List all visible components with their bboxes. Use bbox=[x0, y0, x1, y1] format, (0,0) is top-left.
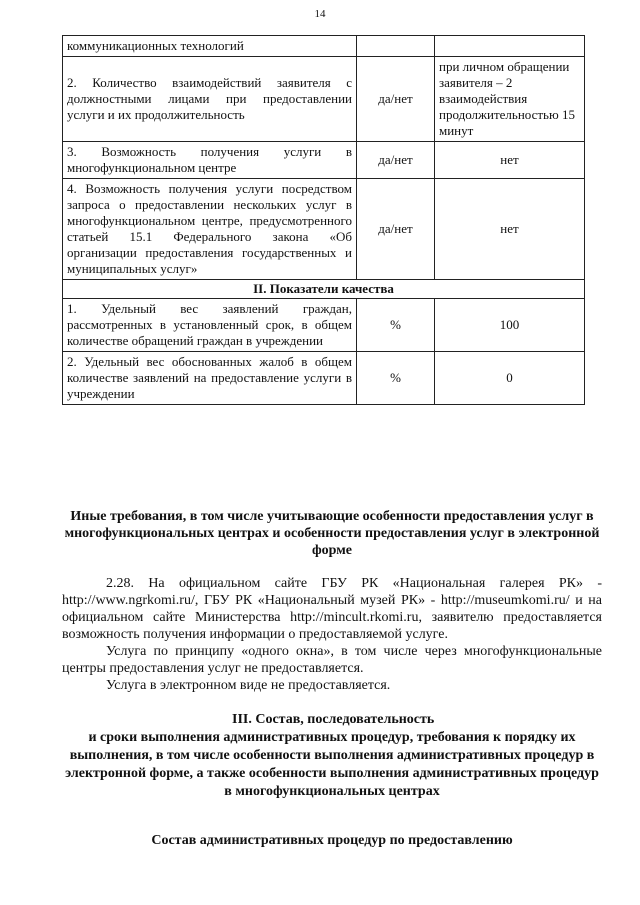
paragraph-electronic: Услуга в электронном виде не предоставляется. bbox=[106, 678, 391, 693]
table-row bbox=[63, 142, 585, 179]
unit-cell bbox=[357, 36, 435, 57]
section-3-title: III. Состав, последовательность bbox=[232, 712, 435, 727]
indicator-cell: 3. Возможность получения услуги в многофункциональном центре bbox=[63, 142, 357, 179]
other-requirements-heading: Иные требования, в том числе учитывающие особенности предоставления услуг в многофункциональных центрах и особенности предоставления услуг в электронной форме bbox=[64, 509, 600, 558]
indicator-cell: 1. Удельный вес заявлений граждан, рассмотренных в установленный срок, в общем количестве обращений граждан в учреждении bbox=[63, 299, 357, 352]
value-cell: при личном обращении заявителя – 2 взаимодействия продолжительностью 15 минут bbox=[435, 57, 585, 142]
procedures-subheading: Состав административных процедур по предоставлению bbox=[151, 833, 513, 848]
indicator-cell: 4. Возможность получения услуги посредством запроса о предоставлении нескольких услуг в многофункциональном центре, предусмотренного статьей 15.1 Федерального закона «Об организации предоставления государственных и муниципальных услуг» bbox=[63, 179, 357, 280]
table-row bbox=[63, 36, 585, 57]
section-3-heading bbox=[62, 711, 602, 801]
section-3-title-rest: и сроки выполнения административных процедур, требования к порядку их выполнения, в том числе особенности выполнения административных процедур в электронной форме, а также особенности выполнения административных процедур в многофункциональных центрах bbox=[65, 730, 599, 799]
section-title-cell: II. Показатели качества bbox=[63, 280, 585, 299]
table-row bbox=[63, 179, 585, 280]
paragraph-one-window: Услуга по принципу «одного окна», в том числе через многофункциональные центры предоставления услуг не предоставляется. bbox=[62, 644, 602, 676]
unit-cell: % bbox=[357, 352, 435, 405]
value-cell: 0 bbox=[435, 352, 585, 405]
value-cell: нет bbox=[435, 179, 585, 280]
table-row bbox=[63, 352, 585, 405]
unit-cell: да/нет bbox=[357, 57, 435, 142]
unit-cell: % bbox=[357, 299, 435, 352]
value-cell: 100 bbox=[435, 299, 585, 352]
value-cell: нет bbox=[435, 142, 585, 179]
unit-cell: да/нет bbox=[357, 142, 435, 179]
indicators-table bbox=[62, 35, 585, 405]
indicator-cell: коммуникационных технологий bbox=[63, 36, 357, 57]
paragraph-2-28: 2.28. На официальном сайте ГБУ РК «Национальная галерея РК» - http://www.ngrkomi.ru/, ГБУ РК «Национальный музей РК» - http://museumkomi.ru/ и на официальном сайте Министерства http://mincult.rkomi.ru, заявителю предоставляется возможность получения информации о предоставляемой услуге. bbox=[62, 576, 602, 642]
unit-cell: да/нет bbox=[357, 179, 435, 280]
indicators-table-body bbox=[63, 36, 585, 405]
table-row bbox=[63, 299, 585, 352]
indicator-cell: 2. Удельный вес обоснованных жалоб в общем количестве заявлений на предоставление услуги в учреждении bbox=[63, 352, 357, 405]
page-number: 14 bbox=[314, 8, 326, 20]
other-requirements-text bbox=[62, 575, 602, 694]
table-section-row bbox=[63, 280, 585, 299]
table-row bbox=[63, 57, 585, 142]
indicator-cell: 2. Количество взаимодействий заявителя с должностными лицами при предоставлении услуги и их продолжительность bbox=[63, 57, 357, 142]
value-cell bbox=[435, 36, 585, 57]
